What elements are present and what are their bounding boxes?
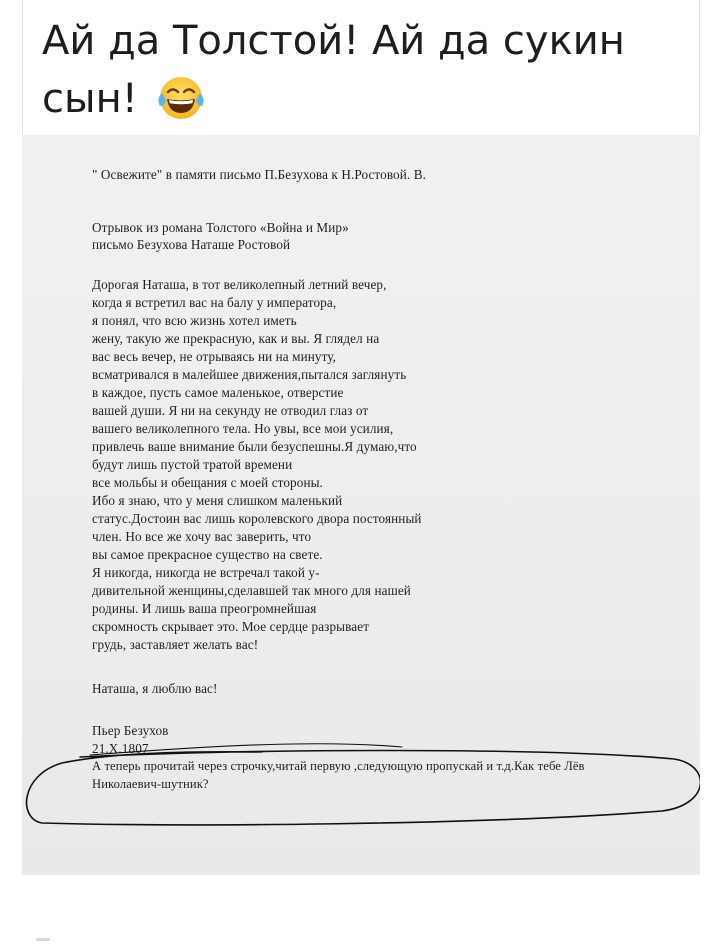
doc-line: Ибо я знаю, что у меня слишком маленький bbox=[92, 493, 343, 508]
doc-line: Дорогая Наташа, в тот великолепный летний вечер, bbox=[92, 277, 387, 292]
doc-line: будут лишь пустой тратой времени bbox=[92, 457, 293, 472]
doc-line: Я никогда, никогда не встречал такой у- bbox=[92, 565, 320, 580]
doc-line: Наташа, я люблю вас! bbox=[92, 681, 218, 696]
doc-line: статус.Достоин вас лишь королевского двора постоянный bbox=[92, 511, 422, 526]
doc-hint-line: Николаевич-шутник? bbox=[92, 777, 209, 791]
doc-line: Отрывок из романа Толстого «Война и Мир» bbox=[92, 220, 349, 235]
doc-line: все мольбы и обещания с моей стороны. bbox=[92, 475, 323, 490]
headline-line-2: сын! bbox=[42, 76, 138, 122]
letter-photo bbox=[22, 135, 700, 875]
doc-line: " Освежите" в памяти письмо П.Безухова к Н.Ростовой. В. bbox=[92, 167, 426, 182]
divider bbox=[36, 938, 50, 941]
doc-line: жену, такую же прекрасную, как и вы. Я глядел на bbox=[92, 331, 380, 346]
doc-line: в каждое, пусть самое маленькое, отверстие bbox=[92, 385, 344, 400]
doc-line: вы самое прекрасное существо на свете. bbox=[92, 547, 323, 562]
doc-hint-line: А теперь прочитай через строчку,читай первую ,следующую пропускай и т.д.Как тебе Лёв bbox=[92, 759, 585, 773]
doc-line: всматривался в малейшее движения,пытался заглянуть bbox=[92, 367, 407, 382]
doc-line: я понял, что всю жизнь хотел иметь bbox=[92, 313, 297, 328]
doc-line: вашей души. Я ни на секунду не отводил глаз от bbox=[92, 403, 369, 418]
doc-line: письмо Безухова Наташе Ростовой bbox=[92, 237, 291, 252]
doc-line: родины. И лишь ваша преогромнейшая bbox=[92, 601, 317, 616]
doc-signature: Пьер Безухов bbox=[92, 723, 169, 738]
post-footer bbox=[22, 875, 700, 918]
doc-line: член. Но все же хочу вас заверить, что bbox=[92, 529, 312, 544]
doc-line: привлечь ваше внимание были безуспешны.Я думаю,что bbox=[92, 439, 417, 454]
letter-document bbox=[22, 135, 700, 875]
doc-date: 21.Х.1807 bbox=[92, 741, 149, 756]
doc-line: грудь, заставляет желать вас! bbox=[92, 637, 259, 652]
headline-line-1: Ай да Толстой! Ай да сукин bbox=[42, 18, 625, 64]
doc-line: скромность скрывает это. Мое сердце разрывает bbox=[92, 619, 370, 634]
doc-line: вашего великолепного тела. Но увы, все мои усилия, bbox=[92, 421, 394, 436]
doc-line: дивительной женщины,сделавшей так много для нашей bbox=[92, 583, 411, 598]
doc-line: когда я встретил вас на балу у императора, bbox=[92, 295, 337, 310]
post-headline bbox=[42, 12, 662, 128]
doc-line: вас весь вечер, не отрываясь ни на минуту, bbox=[92, 349, 337, 364]
face-with-tears-of-joy-icon bbox=[156, 72, 206, 122]
